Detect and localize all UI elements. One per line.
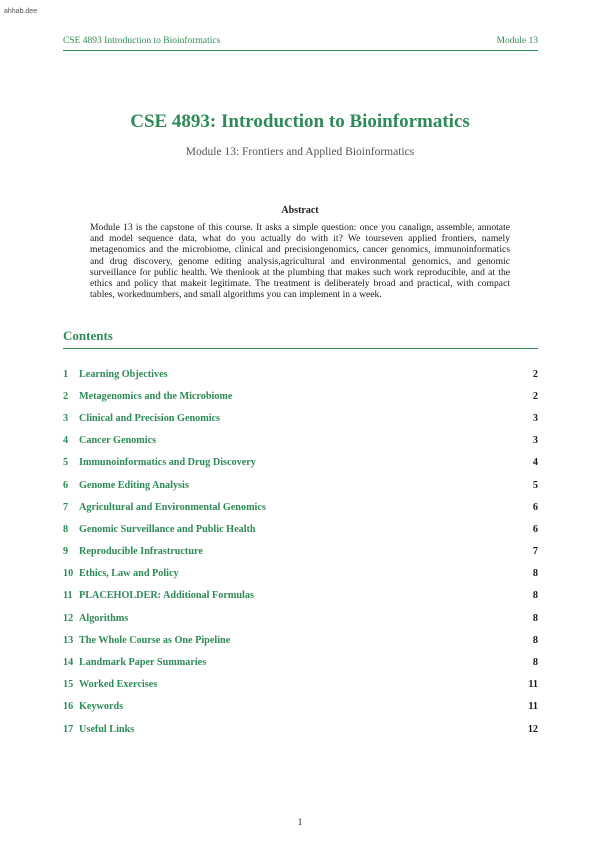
document-subtitle: Module 13: Frontiers and Applied Bioinformatics bbox=[185, 146, 415, 158]
toc-entry-title: Ethics, Law and Policy bbox=[79, 568, 179, 580]
toc-entry-page: 8 bbox=[532, 634, 538, 646]
contents-heading: Contents bbox=[63, 328, 538, 349]
toc-entry-page: 2 bbox=[532, 368, 538, 380]
toc-entry-number: 8 bbox=[63, 523, 69, 535]
toc-entry[interactable] bbox=[63, 474, 538, 496]
toc-entry[interactable] bbox=[63, 496, 538, 518]
toc-entry[interactable] bbox=[63, 407, 538, 429]
toc-entry-number: 10 bbox=[63, 568, 74, 580]
toc-entry-title: Algorithms bbox=[79, 612, 129, 624]
toc-entry-page: 12 bbox=[527, 723, 538, 735]
toc-entry-number: 2 bbox=[63, 390, 69, 402]
toc-entry-title: Immunoinformatics and Drug Discovery bbox=[79, 457, 256, 469]
toc-entry[interactable] bbox=[63, 541, 538, 563]
toc-entry-number: 15 bbox=[63, 679, 74, 691]
toc-entry-page: 2 bbox=[532, 390, 538, 402]
toc-entry[interactable] bbox=[63, 629, 538, 651]
toc-entry-number: 13 bbox=[63, 634, 74, 646]
toc-entry-page: 4 bbox=[532, 457, 538, 469]
toc-entry-page: 8 bbox=[532, 568, 538, 580]
toc-entry[interactable] bbox=[63, 651, 538, 673]
toc-entry-title: Cancer Genomics bbox=[79, 435, 157, 447]
toc-entry-page: 8 bbox=[532, 612, 538, 624]
toc-entry[interactable] bbox=[63, 518, 538, 540]
toc-entry-number: 9 bbox=[63, 546, 69, 558]
toc-entry-page: 3 bbox=[532, 435, 538, 447]
toc-entry-page: 6 bbox=[532, 501, 538, 513]
toc-entry[interactable] bbox=[63, 452, 538, 474]
toc-entry[interactable] bbox=[63, 585, 538, 607]
toc-entry[interactable] bbox=[63, 430, 538, 452]
abstract-text: Module 13 is the capstone of this course. It asks a simple question: once you canalign, assemble, annotate and model sequence data, what do you actually do with it? We tourseven applied frontiers, namely metagenomics and the microbiome, clinical and precisiongenomics, cancer genomics, immunoinformatics and drug discovery, genome editing analysis,agricultural and environmental genomics, and genomic surveillance for public health. We thenlook at the plumbing that makes such work reproducible, and at the ethics and policy that makeit legitimate. The treatment is deliberately broad and practical, with compact tables, workednumbers, and small algorithms you can implement in a week. bbox=[90, 222, 510, 301]
running-header bbox=[63, 36, 538, 51]
toc-entry-title: Metagenomics and the Microbiome bbox=[79, 390, 233, 402]
toc-entry[interactable] bbox=[63, 718, 538, 740]
toc-entry[interactable] bbox=[63, 385, 538, 407]
toc-entry-page: 3 bbox=[532, 412, 538, 424]
toc-entry-page: 8 bbox=[532, 657, 538, 669]
toc-entry[interactable] bbox=[63, 696, 538, 718]
toc-entry-number: 11 bbox=[63, 590, 73, 602]
running-header-module: Module 13 bbox=[496, 36, 538, 46]
toc-entry-page: 11 bbox=[528, 701, 538, 713]
toc-entry-page: 8 bbox=[532, 590, 538, 602]
table-of-contents bbox=[63, 363, 538, 740]
page-number: 1 bbox=[297, 818, 303, 828]
toc-entry-number: 7 bbox=[63, 501, 69, 513]
corner-tag: ahhab.dee bbox=[4, 8, 38, 15]
toc-entry-title: PLACEHOLDER: Additional Formulas bbox=[79, 590, 254, 602]
toc-entry[interactable] bbox=[63, 674, 538, 696]
toc-entry-number: 6 bbox=[63, 479, 69, 491]
toc-entry-title: Landmark Paper Summaries bbox=[79, 657, 207, 669]
toc-entry-page: 11 bbox=[528, 679, 538, 691]
toc-entry[interactable] bbox=[63, 563, 538, 585]
toc-entry-title: Useful Links bbox=[79, 723, 135, 735]
toc-entry-number: 12 bbox=[63, 612, 74, 624]
toc-entry-title: Genomic Surveillance and Public Health bbox=[79, 523, 256, 535]
toc-entry[interactable] bbox=[63, 607, 538, 629]
toc-entry[interactable] bbox=[63, 363, 538, 385]
toc-entry-title: Genome Editing Analysis bbox=[79, 479, 189, 491]
toc-entry-number: 4 bbox=[63, 435, 69, 447]
abstract-heading: Abstract bbox=[281, 205, 319, 216]
toc-entry-page: 7 bbox=[532, 546, 538, 558]
toc-entry-number: 16 bbox=[63, 701, 74, 713]
toc-entry-title: Reproducible Infrastructure bbox=[79, 546, 203, 558]
toc-entry-number: 3 bbox=[63, 412, 69, 424]
toc-entry-title: Worked Exercises bbox=[79, 679, 158, 691]
toc-entry-page: 5 bbox=[532, 479, 538, 491]
toc-entry-page: 6 bbox=[532, 523, 538, 535]
toc-entry-number: 14 bbox=[63, 657, 74, 669]
toc-entry-number: 1 bbox=[63, 368, 69, 380]
toc-entry-title: The Whole Course as One Pipeline bbox=[79, 634, 231, 646]
toc-entry-title: Keywords bbox=[79, 701, 124, 713]
running-header-course: CSE 4893 Introduction to Bioinformatics bbox=[63, 36, 221, 46]
toc-entry-title: Agricultural and Environmental Genomics bbox=[79, 501, 266, 513]
toc-entry-number: 17 bbox=[63, 723, 74, 735]
document-title: CSE 4893: Introduction to Bioinformatics bbox=[130, 111, 470, 132]
toc-entry-title: Clinical and Precision Genomics bbox=[79, 412, 221, 424]
toc-entry-title: Learning Objectives bbox=[79, 368, 168, 380]
toc-entry-number: 5 bbox=[63, 457, 69, 469]
